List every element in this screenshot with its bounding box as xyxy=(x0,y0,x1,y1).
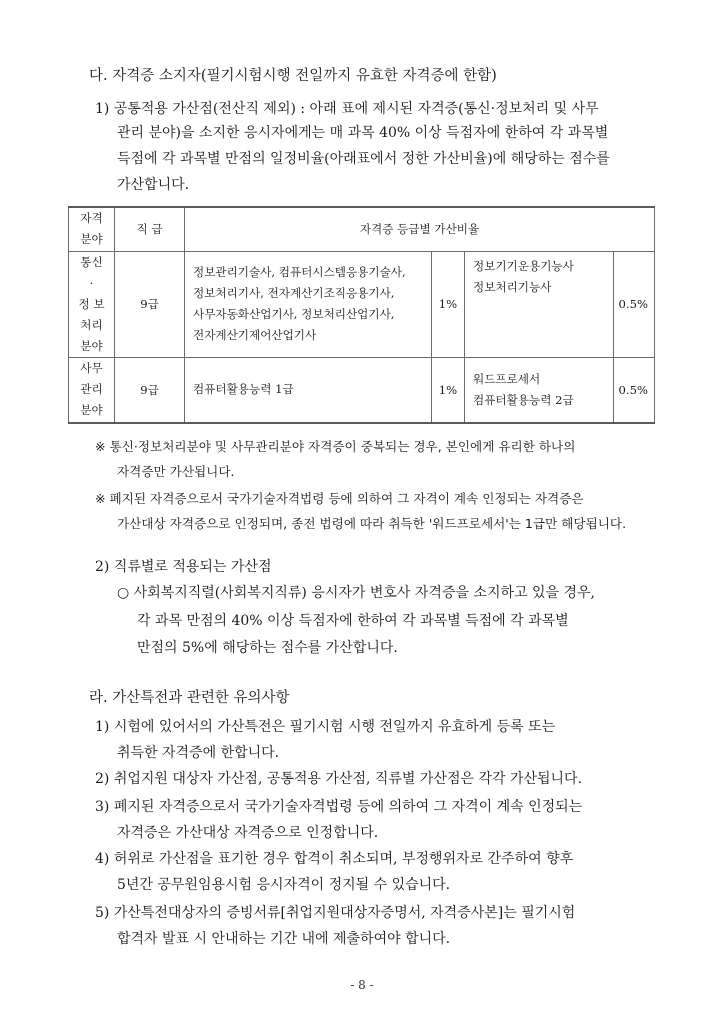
note-2-line-2: 가산대상 자격증으로 인정되며, 종전 법령에 따라 취득한 '워드프로세서'는 1급만 해당됩니다. xyxy=(117,516,627,531)
header-ratio: 자격증 등급별 가산비율 xyxy=(185,207,655,251)
table-row xyxy=(69,357,655,423)
item1-line-3: 득점에 각 과목별 만점의 일정비율(아래표에서 정한 가산비율)에 해당하는 점수를 xyxy=(117,151,610,167)
table-header-row xyxy=(69,207,655,251)
notice-line-1: 1) 시험에 있어서의 가산특전은 필기시험 시행 전일까지 유효하게 등록 또는 xyxy=(95,719,556,735)
row-certs-a: 컴퓨터활용능력 1급 xyxy=(185,357,432,423)
row-grade: 9급 xyxy=(115,357,185,423)
item1-line-4: 가산합니다. xyxy=(117,177,190,193)
item2-line-3: 만점의 5%에 해당하는 점수를 가산합니다. xyxy=(137,640,398,656)
section-da-title: 다. 자격증 소지자(필기시험시행 전일까지 유효한 자격증에 한함) xyxy=(89,68,497,84)
notice-line-2: 취득한 자격증에 한합니다. xyxy=(117,745,280,761)
table-row xyxy=(69,251,655,357)
item1-line-1: 1) 공통적용 가산점(전산직 제외) : 아래 표에 제시된 자격증(통신·정보처리 및 사무 xyxy=(95,101,599,117)
section-ra-title: 라. 가산특전과 관련한 유의사항 xyxy=(89,690,290,706)
row-certs-b: 정보기기운용기능사 정보처리기능사 xyxy=(465,251,614,357)
row-field: 통신 · 정 보 처리 분야 xyxy=(69,251,115,357)
row-certs-b: 워드프로세서 컴퓨터활용능력 2급 xyxy=(465,357,614,423)
bonus-ratio-table xyxy=(68,206,655,424)
item2-title: 2) 직류별로 적용되는 가산점 xyxy=(95,559,272,575)
note-2-line-1: ※ 폐지된 자격증으로서 국가기술자격법령 등에 의하여 그 자격이 계속 인정되는 자격증은 xyxy=(95,491,584,506)
notice-line-5: 자격증은 가산대상 자격증으로 인정합니다. xyxy=(117,825,379,841)
row-pct-a: 1% xyxy=(432,251,465,357)
header-grade: 직 급 xyxy=(115,207,185,251)
row-field: 사무 관리 분야 xyxy=(69,357,115,423)
notice-line-3: 2) 취업지원 대상자 가산점, 공통적용 가산점, 직류별 가산점은 각각 가산됩니다. xyxy=(95,771,583,787)
item1-line-2: 관리 분야)을 소지한 응시자에게는 매 과목 40% 이상 득점자에 한하여 각 과목별 xyxy=(117,125,609,141)
note-1-line-1: ※ 통신·정보처리분야 및 사무관리분야 자격증이 중복되는 경우, 본인에게 유리한 하나의 xyxy=(95,439,576,454)
notice-line-4: 3) 폐지된 자격증으로서 국가기술자격법령 등에 의하여 그 자격이 계속 인정되는 xyxy=(95,799,583,815)
note-1-line-2: 자격증만 가산됩니다. xyxy=(117,464,235,479)
row-pct-b: 0.5% xyxy=(614,357,655,423)
row-certs-a: 정보관리기술사, 컴퓨터시스템응용기술사, 정보처리기사, 전자계산기조직응용기사, 사무자동화산업기사, 정보처리산업기사, 전자계산기제어산업기사 xyxy=(185,251,432,357)
notice-line-8: 5) 가산특전대상자의 증빙서류[취업지원대상자증명서, 자격증사본]는 필기시험 xyxy=(95,905,576,921)
header-field: 자격 분야 xyxy=(69,207,115,251)
row-pct-b: 0.5% xyxy=(614,251,655,357)
notice-line-9: 합격자 발표 시 안내하는 기간 내에 제출하여야 합니다. xyxy=(117,931,451,947)
item2-line-2: 각 과목 만점의 40% 이상 득점자에 한하여 각 과목별 득점에 각 과목별 xyxy=(137,613,569,629)
notice-line-7: 5년간 공무원임용시험 응시자격이 정지될 수 있습니다. xyxy=(117,877,451,893)
page-number: - 8 - xyxy=(350,978,374,992)
item2-line-1: ○ 사회복지직렬(사회복지직류) 응시자가 변호사 자격증을 소지하고 있을 경우, xyxy=(117,585,595,601)
row-pct-a: 1% xyxy=(432,357,465,423)
row-grade: 9급 xyxy=(115,251,185,357)
notice-line-6: 4) 허위로 가산점을 표기한 경우 합격이 취소되며, 부정행위자로 간주하여 향후 xyxy=(95,851,574,867)
